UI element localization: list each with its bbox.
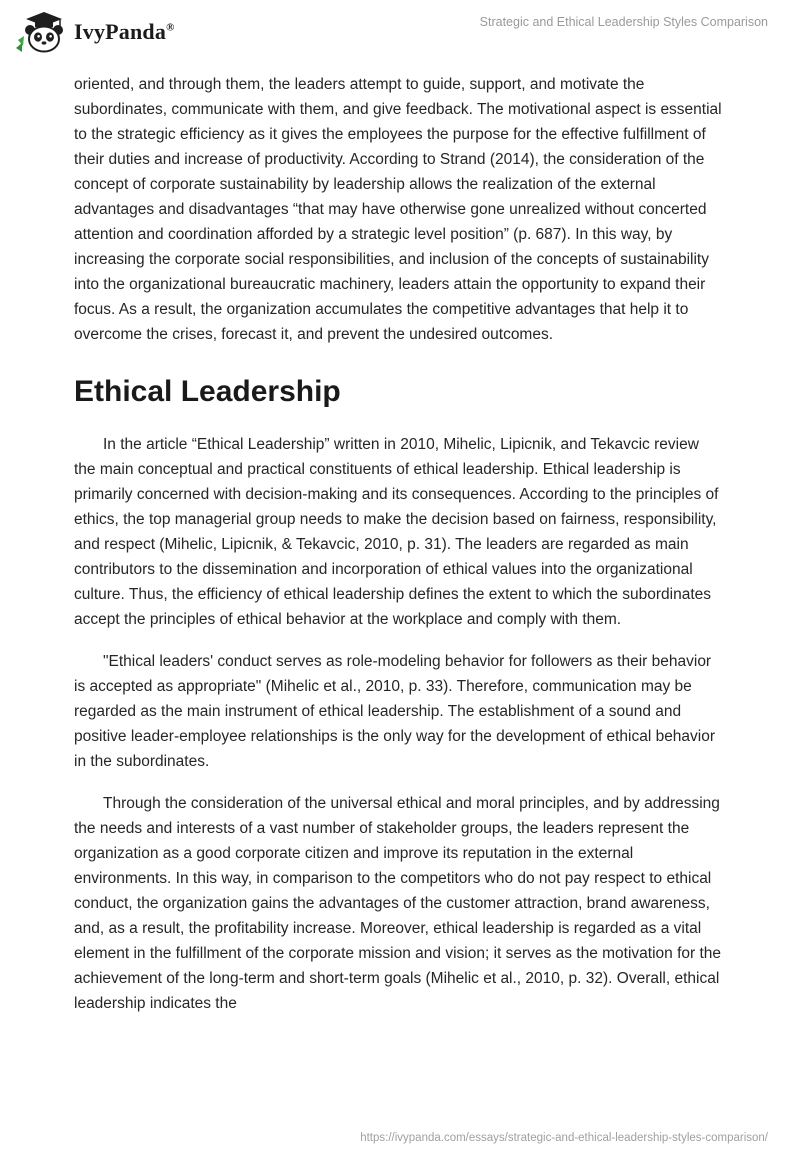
page-header (0, 0, 800, 70)
paragraph-3: Through the consideration of the universal ethical and moral principles, and by addressing the needs and interests of a vast number of stakeholder groups, the leaders represent the organization as a good corporate citizen and improve its reputation in the external environments. In this way, in comparison to the competitors who do not pay respect to ethical conduct, the organization gains the advantages of the customer attraction, brand awareness, and, as a result, the profitability increase. Moreover, ethical leadership is regarded as a vital element in the fulfillment of the corporate mission and vision; it serves as the motivation for the achievement of the long-term and short-term goals (Mihelic et al., 2010, p. 32). Overall, ethical leadership indicates the (74, 795, 722, 1012)
paragraph-continued: oriented, and through them, the leaders attempt to guide, support, and motivate the subordinates, communicate with them, and give feedback. The motivational aspect is essential to the strategic efficiency as it gives the employees the purpose for the effective fulfillment of their duties and increase of productivity. According to Strand (2014), the consideration of the concept of corporate sustainability by leadership allows the realization of the external advantages and disadvantages “that may have otherwise gone unrealized without concerted attention and coordination afforded by a strategic level position” (p. 687). In this way, by increasing the corporate social responsibilities, and inclusion of the concepts of sustainability into the organizational bureaucratic machinery, leaders attain the opportunity to expand their focus. As a result, the organization accumulates the competitive advantages that help it to overcome the crises, forecast it, and prevent the undesired outcomes. (74, 76, 722, 343)
paragraph-1: In the article “Ethical Leadership” written in 2010, Mihelic, Lipicnik, and Tekavcic review the main conceptual and practical constituents of ethical leadership. Ethical leadership is primarily concerned with decision-making and its consequences. According to the principles of ethics, the top managerial group needs to make the decision based on fairness, responsibility, and respect (Mihelic, Lipicnik, & Tekavcic, 2010, p. 31). The leaders are regarded as main contributors to the dissemination and incorporation of ethical values into the organizational culture. Thus, the efficiency of ethical leadership defines the extent to which the subordinates accept the principles of ethical behavior at the workplace and comply with them. (74, 436, 719, 628)
brand-name: IvyPanda® (74, 19, 175, 44)
paragraph-2: "Ethical leaders' conduct serves as role-modeling behavior for followers as their behavior is accepted as appropriate" (Mihelic et al., 2010, p. 33). Therefore, communication may be regarded as the main instrument of ethical leadership. The establishment of a sound and positive leader-employee relationships is the only way for the development of ethical behavior in the subordinates. (74, 653, 716, 770)
source-url[interactable]: https://ivypanda.com/essays/strategic-and-ethical-leadership-styles-comparison/ (360, 1132, 768, 1144)
ivypanda-logo[interactable] (14, 10, 175, 54)
panda-mascot-icon (14, 10, 70, 54)
section-heading: Ethical Leadership (74, 375, 341, 408)
essay-content (74, 72, 724, 1016)
document-title: Strategic and Ethical Leadership Styles Comparison (479, 15, 768, 29)
